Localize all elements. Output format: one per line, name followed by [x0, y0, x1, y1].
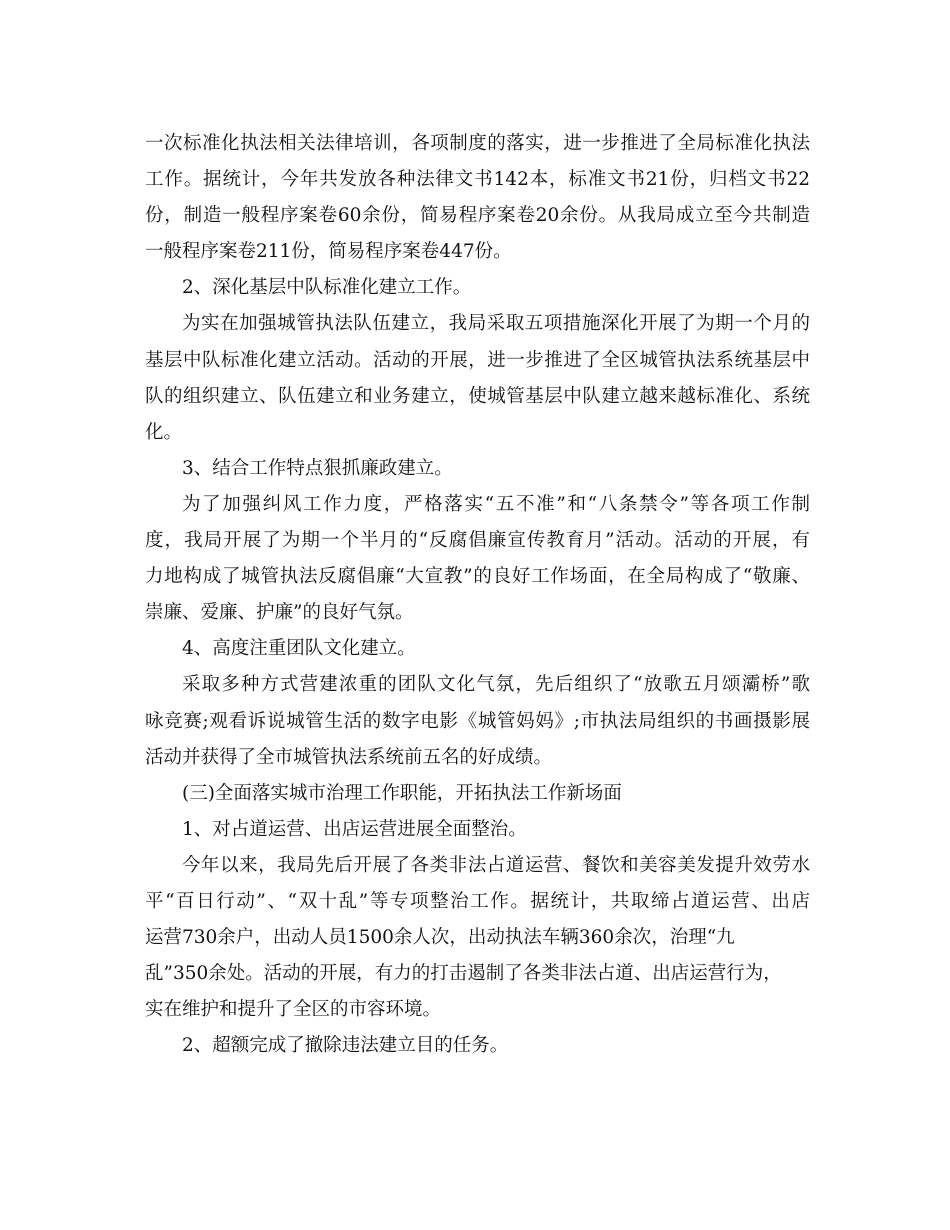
- text-line: 今年以来，我局先后开展了各类非法占道运营、餐饮和美容美发提升效劳水: [182, 854, 810, 876]
- document-body: [145, 126, 810, 1064]
- text-line: 活动并获得了全市城管执法系统前五名的好成绩。: [145, 746, 553, 768]
- text-line: 采取多种方式营建浓重的团队文化气氛，先后组织了“放歌五月颂灞桥”歌: [182, 674, 810, 696]
- text-line: 队的组织建立、队伍建立和业务建立，使城管基层中队建立越来越标准化、系统: [145, 385, 810, 407]
- text-line: 乱”350余处。活动的开展，有力的打击遏制了各类非法占道、出店运营行为，: [145, 963, 782, 985]
- text-line: (三)全面落实城市治理工作职能，开拓执法工作新场面: [182, 782, 622, 804]
- text-line: 工作。据统计，今年共发放各种法律文书142本，标准文书21份，归档文书22: [145, 169, 810, 191]
- text-line: 力地构成了城管执法反腐倡廉“大宣教”的良好工作场面，在全局构成了“敬廉、: [145, 566, 810, 588]
- text-line: 运营730余户，出动人员1500余人次，出动执法车辆360余次，治理“九: [145, 927, 735, 949]
- text-line: 崇廉、爱廉、护廉”的良好气氛。: [145, 602, 414, 624]
- text-line: 度，我局开展了为期一个半月的“反腐倡廉宣传教育月”活动。活动的开展，有: [145, 530, 810, 552]
- text-line: 平“百日行动”、“双十乱”等专项整治工作。据统计，共取缔占道运营、出店: [145, 890, 810, 912]
- text-line: 实在维护和提升了全区的市容环境。: [145, 999, 442, 1021]
- text-line: 2、深化基层中队标准化建立工作。: [182, 277, 472, 299]
- text-line: 基层中队标准化建立活动。活动的开展，进一步推进了全区城管执法系统基层中: [145, 349, 810, 371]
- text-line: 为实在加强城管执法队伍建立，我局采取五项措施深化开展了为期一个月的: [182, 313, 810, 335]
- text-line: 1、对占道运营、出店运营进展全面整治。: [182, 818, 527, 840]
- text-line: 2、超额完成了撤除违法建立目的任务。: [182, 1035, 509, 1057]
- text-line: 一次标准化执法相关法律培训，各项制度的落实，进一步推进了全局标准化执法: [145, 133, 810, 154]
- text-line: 咏竞赛;观看诉说城管生活的数字电影《城管妈妈》;市执法局组织的书画摄影展: [145, 710, 810, 732]
- text-line: 份，制造一般程序案卷60余份，简易程序案卷20余份。从我局成立至今共制造: [145, 205, 810, 227]
- text-line: 3、结合工作特点狠抓廉政建立。: [182, 457, 453, 479]
- text-line: 4、高度注重团队文化建立。: [182, 638, 416, 660]
- text-line: 为了加强纠风工作力度，严格落实“五不准”和“八条禁令”等各项工作制: [182, 493, 810, 515]
- text-line: 化。: [145, 421, 183, 443]
- text-line: 一般程序案卷211份，简易程序案卷447份。: [145, 241, 512, 263]
